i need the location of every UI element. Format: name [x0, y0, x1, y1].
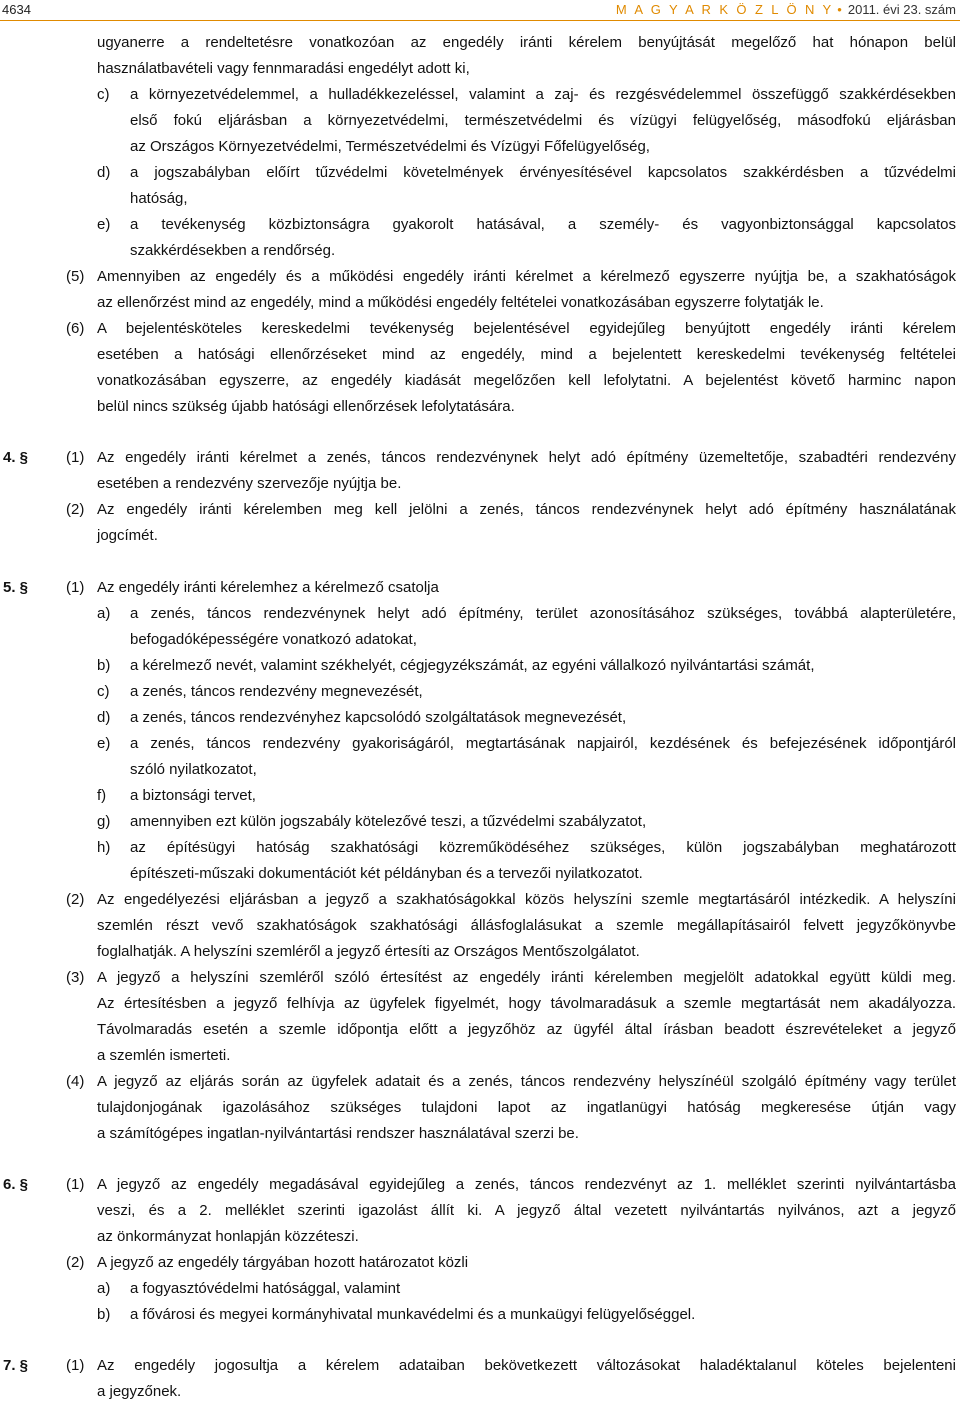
text-line: esetében a rendezvény szervezője nyújtja be.	[97, 475, 402, 492]
text-line: a környezetvédelemmel, a hulladékkezeléssel, valamint a zaj- és rezgésvédelemmel összefüggő szakkérdésekben	[130, 86, 956, 103]
text-line: szemlén részt vevő szakhatóságok szakhatósági állásfoglalásukat a szemle megállapításairól felvett jegyzőkönyvbe	[97, 917, 956, 934]
text-line: szakkérdésekben a rendőrség.	[130, 242, 336, 259]
text-line: a számítógépes ingatlan-nyilvántartási rendszer használatával szerzi be.	[97, 1125, 579, 1142]
text-line: a zenés, táncos rendezvény megnevezését,	[130, 683, 423, 700]
paragraph-number: (5)	[66, 268, 85, 285]
paragraph-number: (2)	[66, 501, 85, 518]
item-letter: c)	[97, 86, 110, 103]
paragraph-number: (3)	[66, 969, 85, 986]
text-line: a biztonsági tervet,	[130, 787, 256, 804]
text-line: vonatkozásában egyszerre, az engedély kiadását megelőzően kell lefolytatni. A bejelentést követő harminc napon	[97, 372, 956, 389]
item-letter: h)	[97, 839, 111, 856]
text-line: a fővárosi és megyei kormányhivatal munkavédelmi és a munkaügyi felügyelőséggel.	[130, 1306, 696, 1323]
item-letter: a)	[97, 605, 111, 622]
header-rule	[0, 20, 960, 21]
text-line: Az engedélyezési eljárásban a jegyző a szakhatóságokkal közös helyszíni szemle megtartásáról intézkedik. A helyszíni	[97, 891, 956, 908]
text-line: használatbavételi vagy fennmaradási engedélyt adott ki,	[97, 60, 470, 77]
text-line: hatóság,	[130, 190, 188, 207]
text-line: amennyiben ezt külön jogszabály kötelezővé teszi, a tűzvédelmi szabályzatot,	[130, 813, 647, 830]
running-header	[0, 0, 960, 22]
text-line: a zenés, táncos rendezvény gyakoriságáról, megtartásának napjairól, kezdésének és befejezésének időpontjáról	[130, 735, 956, 752]
item-letter: c)	[97, 683, 110, 700]
item-letter: e)	[97, 216, 111, 233]
paragraph-number: (1)	[66, 1357, 85, 1374]
item-letter: b)	[97, 1306, 111, 1323]
journal-name: M A G Y A R K Ö Z L Ö N Y	[615, 2, 834, 17]
text-line: belül nincs szükség újabb hatósági ellenőrzések lefolytatására.	[97, 398, 515, 415]
section-number: 4. §	[3, 449, 29, 466]
text-line: esetében a hatósági ellenőrzéseket mind az engedély, mind a bejelentett kereskedelmi tevékenység feltételei	[97, 346, 956, 363]
section-number: 5. §	[3, 579, 29, 596]
text-line: Amennyiben az engedély és a működési engedély iránti kérelmet a kérelmező egyszerre nyújtja be, a szakhatóságok	[97, 268, 956, 285]
text-line: Távolmaradás esetén a szemle időpontja előtt a jegyzőhöz az ügyfél által írásban beadott észrevételeket a jegyző	[97, 1021, 956, 1038]
text-line: ugyanerre a rendeltetésre vonatkozóan az engedély iránti kérelem benyújtását megelőző hat hónapon belül	[97, 34, 956, 51]
text-line: a szemlén ismerteti.	[97, 1047, 231, 1064]
text-line: A jegyző az engedély tárgyában hozott határozatot közli	[97, 1254, 469, 1271]
text-line: a zenés, táncos rendezvénynek helyt adó építmény, terület azonosításához szükséges, továbbá alapterületére,	[130, 605, 956, 622]
section-number: 7. §	[3, 1357, 29, 1374]
bullet-separator: •	[837, 2, 845, 17]
text-line: jogcímét.	[97, 527, 158, 544]
text-line: első fokú eljárásban a környezetvédelmi, természetvédelmi és vízügyi felügyelőség, másodfokú eljárásban	[130, 112, 956, 129]
text-line: befogadóképességére vonatkozó adatokat,	[130, 631, 417, 648]
item-letter: f)	[97, 787, 107, 804]
item-letter: b)	[97, 657, 111, 674]
text-line: a jegyzőnek.	[97, 1383, 182, 1400]
text-line: az ellenőrzést mind az engedély, mind a működési engedély feltételei vonatkozásában egyszerre folytatják le.	[97, 294, 824, 311]
section-number: 6. §	[3, 1176, 29, 1193]
paragraph-number: (1)	[66, 449, 85, 466]
text-line: a jogszabályban előírt tűzvédelmi követelmények érvényesítésével kapcsolatos szakkérdésben a tűzvédelmi	[130, 164, 956, 181]
paragraph-number: (1)	[66, 579, 85, 596]
text-line: az Országos Környezetvédelmi, Természetvédelmi és Vízügyi Főfelügyelőség,	[130, 138, 650, 155]
text-line: a kérelmező nevét, valamint székhelyét, cégjegyzékszámát, az egyéni vállalkozó nyilvántartási számát,	[130, 657, 815, 674]
paragraph-number: (2)	[66, 891, 85, 908]
item-letter: a)	[97, 1280, 111, 1297]
text-line: a tevékenység közbiztonságra gyakorolt hatásával, a személy- és vagyonbiztonsággal kapcsolatos	[130, 216, 956, 233]
item-letter: d)	[97, 164, 111, 181]
text-line: Az engedély iránti kérelemben meg kell jelölni a zenés, táncos rendezvénynek helyt adó építmény használatának	[97, 501, 956, 518]
paragraph-number: (6)	[66, 320, 85, 337]
paragraph-number: (2)	[66, 1254, 85, 1271]
text-line: A jegyző az engedély megadásával egyidejűleg a zenés, táncos rendezvényt az 1. melléklet szerinti nyilvántartásba	[97, 1176, 956, 1193]
text-line: foglalhatják. A helyszíni szemléről a jegyző értesíti az Országos Mentőszolgálatot.	[97, 943, 640, 960]
item-letter: d)	[97, 709, 111, 726]
paragraph-number: (4)	[66, 1073, 85, 1090]
text-line: veszi, és a 2. melléklet szerinti igazolást állít ki. A jegyző által vezetett nyilvántartás nyilvános, azt a jegyző	[97, 1202, 956, 1219]
text-line: a fogyasztóvédelmi hatósággal, valamint	[130, 1280, 401, 1297]
text-line: Az engedély iránti kérelmet a zenés, táncos rendezvénynek helyt adó építmény üzemeltetője, szabadtéri rendezvény	[97, 449, 956, 466]
text-line: Az engedély jogosultja a kérelem adataiban bekövetkezett változásokat haladéktalanul köteles bejelenteni	[97, 1357, 956, 1374]
text-line: építészeti-műszaki dokumentációt két példányban és a tervezői nyilatkozatot.	[130, 865, 643, 882]
page-number: 4634	[2, 2, 31, 17]
text-line: Az értesítésben a jegyző felhívja az ügyfelek figyelmét, hogy távolmaradásuk a szemle megtartását nem akadályozza.	[97, 995, 956, 1012]
text-line: Az engedély iránti kérelemhez a kérelmező csatolja	[97, 579, 439, 596]
text-line: A bejelentésköteles kereskedelmi tevékenység bejelentésével egyidejűleg benyújtott engedély iránti kérelem	[97, 320, 956, 337]
text-line: A jegyző a helyszíni szemléről szóló értesítést az engedély iránti kérelemben megjelölt adatokkal együtt küldi meg.	[97, 969, 956, 986]
text-line: a zenés, táncos rendezvényhez kapcsolódó szolgáltatások megnevezését,	[130, 709, 627, 726]
text-line: az önkormányzat honlapján közzéteszi.	[97, 1228, 359, 1245]
paragraph-number: (1)	[66, 1176, 85, 1193]
issue-label: 2011. évi 23. szám	[847, 2, 956, 17]
text-line: tulajdonjogának igazolásához szükséges tulajdoni lapot az ingatlanügyi hatóság megkeresése útján vagy	[97, 1099, 956, 1116]
journal-title	[616, 2, 956, 17]
text-line: A jegyző az eljárás során az ügyfelek adatait és a zenés, táncos rendezvény helyszínéül szolgáló építmény vagy terület	[97, 1073, 956, 1090]
text-line: szóló nyilatkozatot,	[130, 761, 257, 778]
text-line: az építésügyi hatóság szakhatósági közreműködéséhez szükséges, külön jogszabályban meghatározott	[130, 839, 956, 856]
item-letter: g)	[97, 813, 111, 830]
item-letter: e)	[97, 735, 111, 752]
